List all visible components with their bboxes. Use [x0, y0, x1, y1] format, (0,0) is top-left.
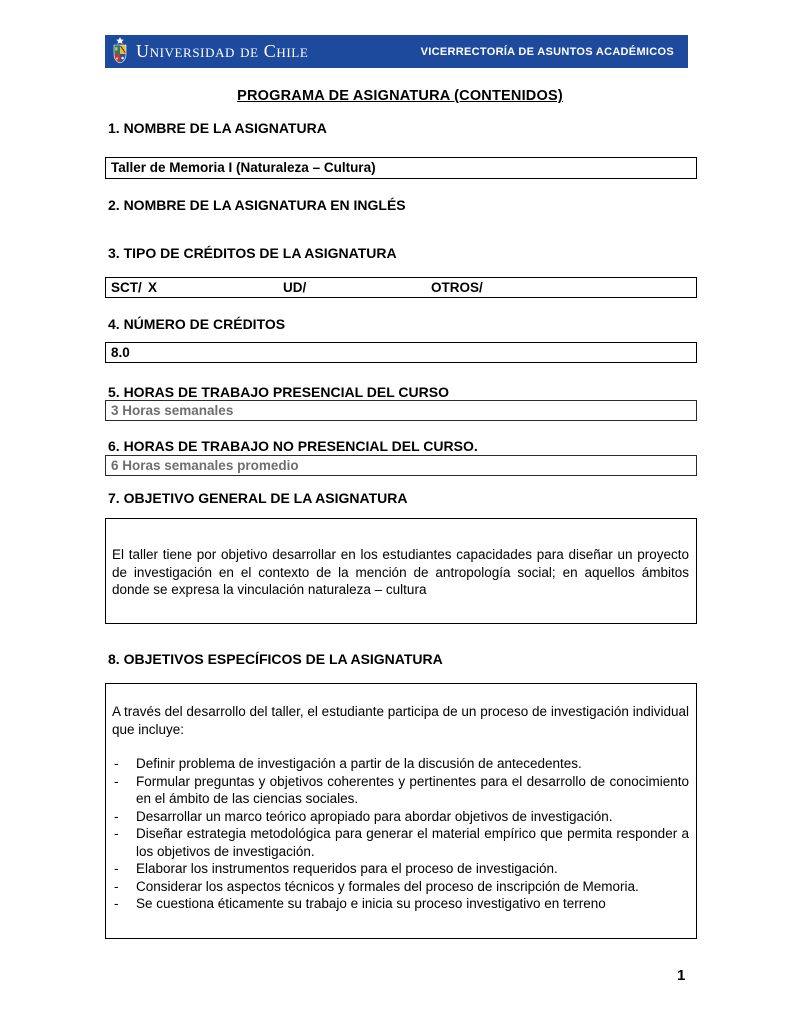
field-objetivo-general	[105, 518, 697, 624]
section-2-heading: 2. NOMBRE DE LA ASIGNATURA EN INGLÉS	[108, 197, 406, 213]
list-item: - Definir problema de investigación a partir de la discusión de antecedentes.	[112, 755, 689, 773]
list-item: - Formular preguntas y objetivos coherentes y pertinentes para el desarrollo de conocimiento en el ámbito de las ciencias sociales.	[112, 773, 689, 808]
field-tipo-creditos	[105, 277, 697, 298]
credit-type-row	[111, 279, 690, 297]
section-4-heading: 4. NÚMERO DE CRÉDITOS	[108, 316, 286, 332]
list-item: - Se cuestiona éticamente su trabajo e inicia su proceso investigativo en terreno	[112, 895, 689, 913]
list-item: - Considerar los aspectos técnicos y formales del proceso de inscripción de Memoria.	[112, 878, 689, 896]
document-title: PROGRAMA DE ASIGNATURA (CONTENIDOS)	[237, 88, 563, 104]
vicerrectoria-label: VICERRECTORÍA DE ASUNTOS ACADÉMICOS	[420, 45, 674, 58]
page-number: 1	[677, 967, 686, 984]
ud-label: UD/	[283, 280, 307, 295]
section-3-heading: 3. TIPO DE CRÉDITOS DE LA ASIGNATURA	[108, 245, 397, 261]
section-1-heading: 1. NOMBRE DE LA ASIGNATURA	[108, 120, 327, 136]
field-horas-no-presencial: 6 Horas semanales promedio	[105, 455, 697, 476]
field-nombre-asignatura: Taller de Memoria I (Naturaleza – Cultura)	[105, 157, 697, 179]
section-6-heading: 6. HORAS DE TRABAJO NO PRESENCIAL DEL CURSO.	[108, 438, 478, 454]
sct-value: X	[148, 280, 158, 295]
field-objetivos-especificos	[105, 683, 697, 939]
list-item: - Desarrollar un marco teórico apropiado para abordar objetivos de investigación.	[112, 808, 689, 826]
field-numero-creditos: 8.0	[105, 342, 697, 363]
otros-label: OTROS/	[431, 280, 483, 295]
university-brand	[112, 37, 308, 67]
university-name: Universidad de Chile	[136, 41, 309, 61]
header-bar	[105, 35, 688, 68]
objetivos-intro: A través del desarrollo del taller, el estudiante participa de un proceso de investigación individual que incluye:	[112, 704, 689, 737]
section-5-heading: 5. HORAS DE TRABAJO PRESENCIAL DEL CURSO	[108, 384, 449, 400]
field-horas-presencial: 3 Horas semanales	[105, 400, 697, 421]
objetivos-list	[112, 755, 689, 913]
section-7-heading: 7. OBJETIVO GENERAL DE LA ASIGNATURA	[108, 490, 408, 506]
uchile-crest-icon	[112, 37, 128, 67]
objetivo-general-text: El taller tiene por objetivo desarrollar en los estudiantes capacidades para diseñar un proyecto de investigación en el contexto de la mención de antropología social; en aquellos ámbitos donde se expresa la vinculación naturaleza – cultura	[112, 547, 689, 597]
list-item: - Diseñar estrategia metodológica para generar el material empírico que permita responder a los objetivos de investigación.	[112, 825, 689, 860]
section-8-heading: 8. OBJETIVOS ESPECÍFICOS DE LA ASIGNATURA	[108, 651, 443, 667]
sct-label: SCT/	[111, 280, 142, 295]
list-item: - Elaborar los instrumentos requeridos para el proceso de investigación.	[112, 860, 689, 878]
